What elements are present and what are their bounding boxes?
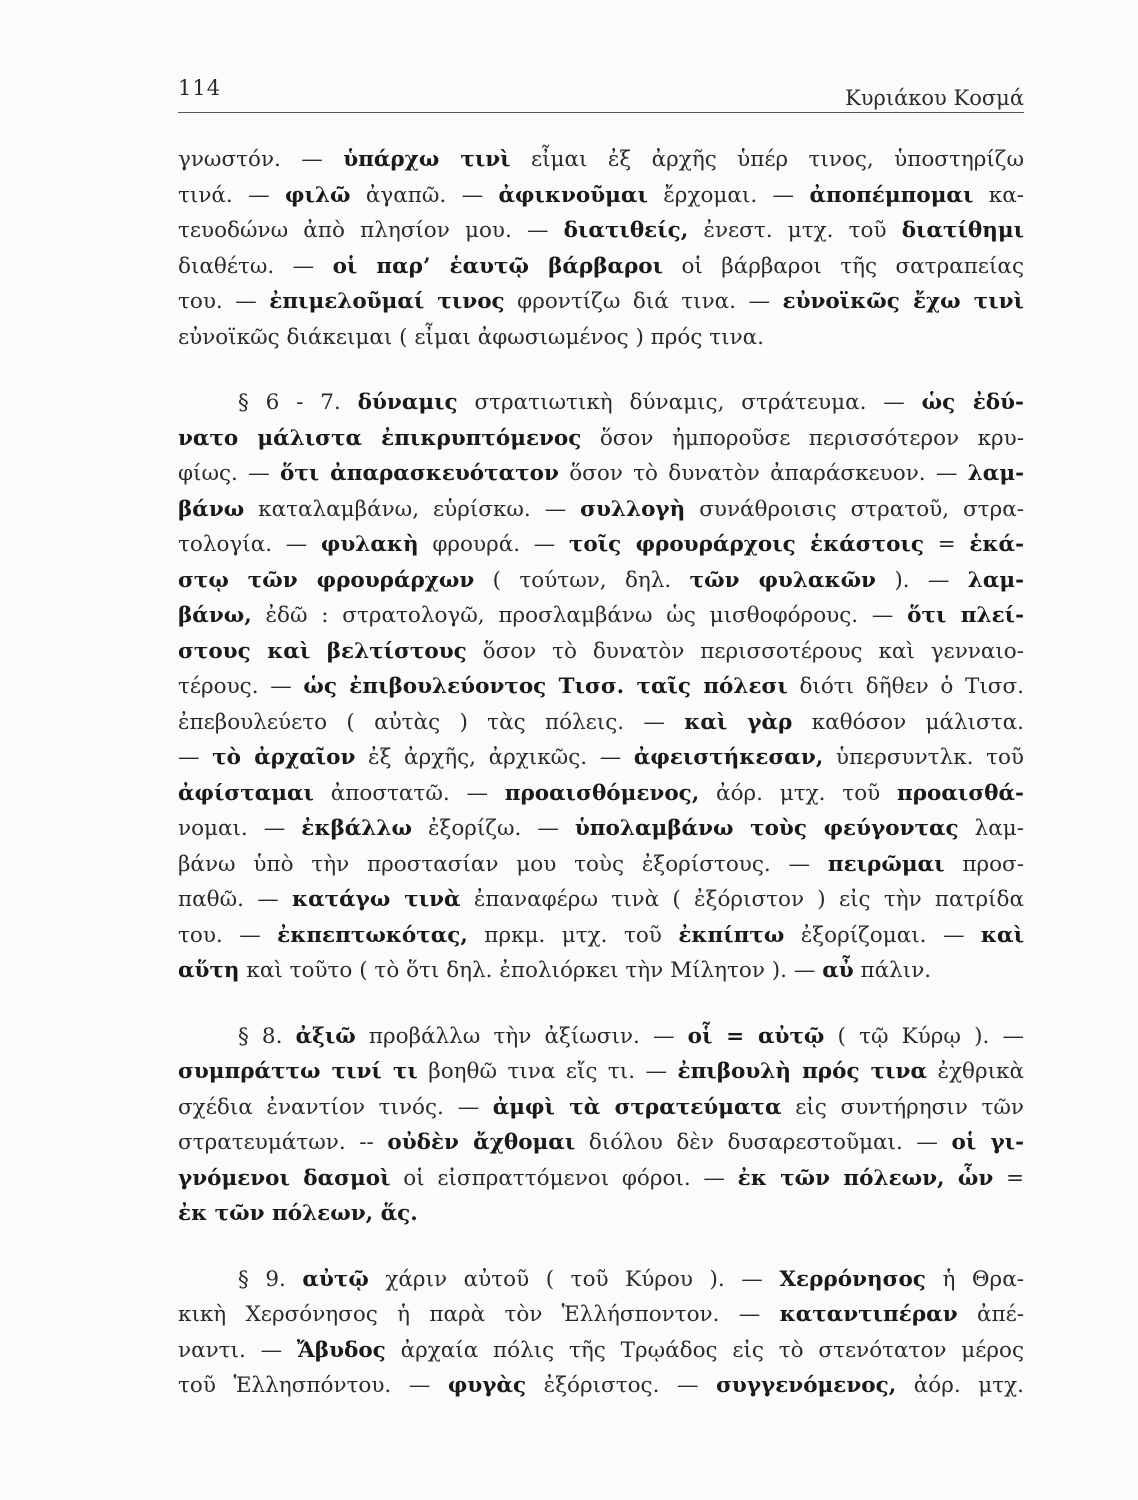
- gloss-text: οἱ βάρβαροι τῆς σατραπείας: [663, 253, 1024, 279]
- lemma-term: ἐκ τῶν πόλεων, ὧν: [737, 1165, 994, 1191]
- lemma-term: δύναμις: [357, 390, 458, 415]
- gloss-text: =: [993, 1165, 1024, 1191]
- gloss-text: διόλου δὲν δυσαρεστοῦμαι. —: [575, 1130, 952, 1155]
- gloss-text: § 6 - 7.: [238, 390, 358, 415]
- gloss-text: βάνω ὑπὸ τὴν προστασίαν μου τοὺς ἐξορίστους. —: [178, 851, 828, 877]
- gloss-text: καταλαμβάνω, εὑρίσκω. —: [244, 496, 581, 522]
- gloss-text: συνάθροισις στρατοῦ, στρα-: [685, 496, 1024, 522]
- text-line: [178, 1368, 1024, 1404]
- gloss-text: ὑπερσυντλκ. τοῦ: [823, 745, 1024, 770]
- lemma-term: ἐπιμελοῦμαί τινος: [269, 289, 505, 314]
- text-line: [178, 527, 1024, 563]
- running-head: Κυριάκου Κοσμά: [845, 86, 1024, 110]
- gloss-text: ( τούτων, δηλ.: [474, 567, 690, 593]
- paragraph-gap: [178, 355, 1024, 385]
- lemma-term: ὡς ἐπιβουλεύοντος Τισσ. ταῖς πόλεσι: [303, 674, 788, 699]
- text-line: [178, 563, 1024, 599]
- lemma-term: προαισθά-: [897, 780, 1024, 806]
- lemma-term: καὶ: [980, 922, 1024, 948]
- lemma-term: συμπράττω τινί τι: [178, 1059, 418, 1084]
- gloss-text: οἱ εἰσπραττόμενοι φόροι. —: [390, 1165, 738, 1191]
- lemma-term: αὐτῷ: [302, 1266, 369, 1292]
- gloss-text: τοῦ Ἑλλησπόντου. —: [178, 1373, 448, 1398]
- lemma-term: ἐκ τῶν πόλεων, ἅς.: [178, 1201, 418, 1226]
- gloss-text: πάλιν.: [853, 958, 932, 983]
- lemma-term: τὸ ἀρχαῖον: [212, 745, 356, 770]
- gloss-text: προσ-: [944, 851, 1024, 877]
- gloss-text: ἐνεστ. μτχ. τοῦ: [688, 218, 902, 243]
- body-text: [178, 142, 1024, 1404]
- gloss-text: ἀπέ-: [957, 1302, 1024, 1327]
- lemma-term: στῳ τῶν φρουράρχων: [178, 567, 475, 593]
- lemma-term: τῶν φυλακῶν: [689, 567, 876, 593]
- gloss-text: ἀποστατῶ. —: [313, 780, 505, 806]
- text-line: [178, 1054, 1024, 1090]
- text-line: [178, 320, 1024, 356]
- gloss-text: ἐχθρικὰ: [926, 1059, 1024, 1084]
- lemma-term: αὕτη: [178, 958, 240, 983]
- gloss-text: ἐξορίζομαι. —: [784, 922, 981, 948]
- lemma-term: ὑπολαμβάνω τοὺς φεύγοντας: [574, 816, 959, 841]
- lemma-term: αὖ: [822, 958, 854, 983]
- lemma-term: συλλογὴ: [580, 496, 686, 522]
- gloss-text: ( τῷ Κύρῳ ). —: [824, 1023, 1024, 1049]
- page-header: [178, 72, 1024, 113]
- lemma-term: ἑκά-: [969, 532, 1024, 557]
- lemma-term: ὅτι ἀπαρασκευότατον: [280, 461, 559, 486]
- lemma-term: ἐκπίπτω: [678, 922, 785, 948]
- text-line: [178, 811, 1024, 847]
- text-line: [178, 953, 1024, 989]
- text-line: [178, 1333, 1024, 1369]
- gloss-text: του. —: [178, 289, 270, 314]
- lemma-term: ἐπιβουλὴ πρός τινα: [677, 1059, 927, 1084]
- lemma-term: γνόμενοι δασμοὶ: [178, 1165, 391, 1191]
- gloss-text: προβάλλω τὴν ἀξίωσιν. —: [355, 1023, 688, 1049]
- text-line: [178, 598, 1024, 634]
- lemma-term: οἱ γι-: [951, 1130, 1024, 1155]
- lemma-term: τοῖς φρουράρχοις ἑκάστοις: [568, 532, 924, 557]
- lemma-term: Χερρόνησος: [779, 1266, 926, 1292]
- gloss-text: ἐπεβουλεύετο ( αὐτὰς ) τὰς πόλεις. —: [178, 709, 685, 735]
- lemma-term: ἐκπεπτωκότας,: [277, 922, 468, 948]
- gloss-text: =: [923, 532, 970, 557]
- lemma-term: ὑπάρχω τινὶ: [343, 147, 511, 172]
- text-line: [178, 1125, 1024, 1161]
- gloss-text: γνωστόν. —: [178, 147, 344, 172]
- gloss-text: στρατευμάτων. --: [178, 1130, 388, 1155]
- text-line: [178, 1297, 1024, 1333]
- gloss-text: κα-: [973, 182, 1024, 208]
- gloss-text: τέρους. —: [178, 674, 304, 699]
- lemma-term: ἀφικνοῦμαι: [498, 182, 648, 208]
- text-line: [178, 882, 1024, 918]
- gloss-text: § 8.: [238, 1023, 296, 1049]
- lemma-term: οἱ παρ’ ἑαυτῷ βάρβαροι: [332, 253, 664, 279]
- gloss-text: § 9.: [238, 1266, 303, 1292]
- text-line: [178, 492, 1024, 528]
- gloss-text: καθόσον μάλιστα.: [792, 709, 1024, 735]
- text-line: [178, 776, 1024, 812]
- text-line: [178, 421, 1024, 457]
- gloss-text: λαμ-: [958, 816, 1024, 841]
- gloss-text: διότι δῆθεν ὁ Τισσ.: [787, 674, 1024, 699]
- gloss-text: στρατιωτικὴ δύναμις, στράτευμα. —: [457, 390, 922, 415]
- lemma-term: φυγὰς: [447, 1373, 527, 1398]
- page-number: 114: [178, 76, 222, 100]
- text-line: [178, 385, 1024, 421]
- gloss-text: παθῶ. —: [178, 887, 292, 912]
- gloss-text: ἐπαναφέρω τινὰ ( ἐξόριστον ) εἰς τὴν πατρίδα: [460, 887, 1024, 912]
- text-line: [178, 1196, 1024, 1232]
- gloss-text: νομαι. —: [178, 816, 302, 841]
- lemma-term: στους καὶ βελτίστους: [178, 638, 467, 664]
- lemma-term: ἀμφὶ τὰ στρατεύματα: [492, 1094, 782, 1120]
- gloss-text: φίως. —: [178, 461, 281, 486]
- lemma-term: ἀφίσταμαι: [178, 780, 314, 806]
- lemma-term: βάνω: [178, 496, 245, 522]
- lemma-term: ἀφειστήκεσαν,: [633, 745, 824, 770]
- lemma-term: λαμ-: [967, 567, 1024, 593]
- lemma-term: πειρῶμαι: [827, 851, 945, 877]
- text-line: [178, 918, 1024, 954]
- lemma-term: οὐδὲν ἄχθομαι: [387, 1130, 576, 1155]
- gloss-text: ἐξόριστος. —: [526, 1373, 717, 1398]
- gloss-text: ἔρχομαι. —: [647, 182, 810, 208]
- text-line: [178, 284, 1024, 320]
- lemma-term: εὐνοϊκῶς ἔχω τινὶ: [782, 289, 1024, 314]
- lemma-term: νατο μάλιστα ἐπικρυπτόμενος: [178, 425, 582, 451]
- text-line: [178, 249, 1024, 285]
- gloss-text: —: [178, 745, 213, 770]
- lemma-term: Ἄβυδος: [296, 1337, 386, 1363]
- lemma-term: ἀξιῶ: [295, 1023, 356, 1049]
- gloss-text: σχέδια ἐναντίον τινός. —: [178, 1094, 493, 1120]
- gloss-text: φρουρά. —: [418, 532, 569, 557]
- text-line: [178, 669, 1024, 705]
- text-line: [178, 456, 1024, 492]
- gloss-text: κικὴ Χερσόνησος ἡ παρὰ τὸν Ἑλλήσποντον. —: [178, 1302, 780, 1327]
- gloss-text: ἀγαπῶ. —: [350, 182, 499, 208]
- gloss-text: ). —: [875, 567, 968, 593]
- gloss-text: ἡ Θρα-: [925, 1266, 1024, 1292]
- gloss-text: ὅσον τὸ δυνατὸν ἀπαράσκευον. —: [558, 461, 968, 486]
- text-line: [178, 178, 1024, 214]
- gloss-text: τολογία. —: [178, 532, 321, 557]
- gloss-text: τευοδώνω ἀπὸ πλησίον μου. —: [178, 218, 564, 243]
- paragraph-gap: [178, 989, 1024, 1019]
- gloss-text: του. —: [178, 922, 278, 948]
- lemma-term: κατάγω τινὰ: [291, 887, 461, 912]
- text-line: [178, 142, 1024, 178]
- text-line: [178, 1262, 1024, 1298]
- text-line: [178, 634, 1024, 670]
- gloss-text: φροντίζω διά τινα. —: [504, 289, 783, 314]
- text-line: [178, 1019, 1024, 1055]
- gloss-text: ἀόρ. μτχ.: [896, 1373, 1024, 1398]
- lemma-term: φιλῶ: [285, 182, 351, 208]
- text-line: [178, 1090, 1024, 1126]
- text-line: [178, 213, 1024, 249]
- lemma-term: καταντιπέραν: [779, 1302, 958, 1327]
- text-line: [178, 740, 1024, 776]
- lemma-term: φυλακὴ: [320, 532, 419, 557]
- lemma-term: διατίθημι: [901, 218, 1024, 243]
- gloss-text: ἀρχαία πόλις τῆς Τρῳάδος εἰς τὸ στενότατον μέρος: [385, 1337, 1024, 1363]
- gloss-text: ὅσον ἠμποροῦσε περισσότερον κρυ-: [581, 425, 1024, 451]
- text-line: [178, 1161, 1024, 1197]
- text-line: [178, 705, 1024, 741]
- gloss-text: ναντι. —: [178, 1337, 297, 1363]
- lemma-term: ἐκβάλλω: [301, 816, 412, 841]
- gloss-text: ἐδῶ : στρατολογῶ, προσλαμβάνω ὡς μισθοφόρους. —: [251, 603, 908, 628]
- gloss-text: βοηθῶ τινα εἴς τι. —: [417, 1059, 678, 1084]
- lemma-term: βάνω,: [178, 603, 252, 628]
- text-line: [178, 847, 1024, 883]
- gloss-text: πρκμ. μτχ. τοῦ: [467, 922, 679, 948]
- lemma-term: ὡς ἐδύ-: [921, 390, 1024, 415]
- lemma-term: λαμ-: [967, 461, 1024, 486]
- gloss-text: εἰς συντήρησιν τῶν: [781, 1094, 1024, 1120]
- lemma-term: συγγενόμενος,: [716, 1373, 897, 1398]
- gloss-text: εὐνοϊκῶς διάκειμαι ( εἶμαι ἀφωσιωμένος ) πρός τινα.: [178, 324, 765, 350]
- lemma-term: οἷ = αὐτῷ: [687, 1023, 825, 1049]
- gloss-text: χάριν αὐτοῦ ( τοῦ Κύρου ). —: [368, 1266, 780, 1292]
- lemma-term: καὶ γὰρ: [684, 709, 793, 735]
- lemma-term: ἀποπέμπομαι: [809, 182, 974, 208]
- gloss-text: ἐξορίζω. —: [411, 816, 575, 841]
- gloss-text: ἐξ ἀρχῆς, ἀρχικῶς. —: [355, 745, 634, 770]
- gloss-text: εἶμαι ἐξ ἀρχῆς ὑπέρ τινος, ὑποστηρίζω: [510, 147, 1024, 172]
- lemma-term: διατιθείς,: [563, 218, 689, 243]
- gloss-text: ἀόρ. μτχ. τοῦ: [699, 780, 897, 806]
- gloss-text: καὶ τοῦτο ( τὸ ὅτι δηλ. ἐπολιόρκει τὴν Μίλητον ). —: [239, 958, 823, 983]
- gloss-text: διαθέτω. —: [178, 253, 333, 279]
- lemma-term: ὅτι πλεί-: [907, 603, 1024, 628]
- lemma-term: προαισθόμενος,: [504, 780, 700, 806]
- paragraph-gap: [178, 1232, 1024, 1262]
- gloss-text: ὅσον τὸ δυνατὸν περισσοτέρους καὶ γενναιο-: [466, 638, 1024, 664]
- gloss-text: τινά. —: [178, 182, 286, 208]
